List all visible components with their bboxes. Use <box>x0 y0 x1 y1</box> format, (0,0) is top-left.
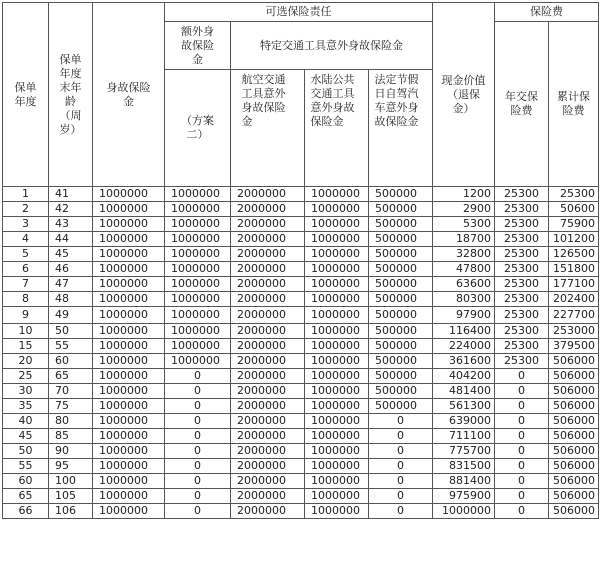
header-plan: （方案二） <box>165 70 231 187</box>
table-row <box>3 262 599 277</box>
table-row <box>3 247 599 262</box>
cell-cumulative-premium: 227700 <box>549 307 599 324</box>
cell-policy-year: 45 <box>3 429 49 444</box>
cell-age: 105 <box>49 489 93 504</box>
cell-cumulative-premium: 506000 <box>549 474 599 489</box>
header-cumulative-premium: 累计保险费 <box>549 22 599 187</box>
cell-cumulative-premium: 506000 <box>549 429 599 444</box>
cell-annual-premium: 25300 <box>495 232 549 247</box>
benefit-table <box>2 2 599 519</box>
cell-annual-premium: 0 <box>495 489 549 504</box>
cell-holiday-driving: 0 <box>369 459 433 474</box>
cell-cash-value: 63600 <box>433 277 495 292</box>
cell-cumulative-premium: 50600 <box>549 202 599 217</box>
cell-land-water-accident: 1000000 <box>305 354 369 369</box>
cell-air-accident: 2000000 <box>231 187 305 202</box>
cell-death-benefit: 1000000 <box>93 399 165 414</box>
cell-policy-year: 50 <box>3 444 49 459</box>
table-row <box>3 444 599 459</box>
cell-age: 49 <box>49 307 93 324</box>
cell-extra-death: 1000000 <box>165 307 231 324</box>
cell-air-accident: 2000000 <box>231 307 305 324</box>
cell-cash-value: 47800 <box>433 262 495 277</box>
cell-holiday-driving: 500000 <box>369 232 433 247</box>
cell-holiday-driving: 500000 <box>369 354 433 369</box>
cell-cumulative-premium: 151800 <box>549 262 599 277</box>
cell-cumulative-premium: 506000 <box>549 399 599 414</box>
table-row <box>3 277 599 292</box>
cell-cumulative-premium: 101200 <box>549 232 599 247</box>
cell-land-water-accident: 1000000 <box>305 414 369 429</box>
cell-death-benefit: 1000000 <box>93 277 165 292</box>
cell-annual-premium: 25300 <box>495 202 549 217</box>
cell-land-water-accident: 1000000 <box>305 307 369 324</box>
cell-cumulative-premium: 506000 <box>549 369 599 384</box>
cell-extra-death: 1000000 <box>165 187 231 202</box>
cell-age: 45 <box>49 247 93 262</box>
cell-land-water-accident: 1000000 <box>305 292 369 307</box>
cell-age: 50 <box>49 324 93 339</box>
cell-policy-year: 60 <box>3 474 49 489</box>
cell-cumulative-premium: 126500 <box>549 247 599 262</box>
cell-holiday-driving: 0 <box>369 474 433 489</box>
cell-death-benefit: 1000000 <box>93 429 165 444</box>
cell-cash-value: 639000 <box>433 414 495 429</box>
cell-holiday-driving: 500000 <box>369 399 433 414</box>
table-body <box>3 187 599 519</box>
cell-cumulative-premium: 379500 <box>549 339 599 354</box>
cell-age: 44 <box>49 232 93 247</box>
cell-age: 41 <box>49 187 93 202</box>
cell-land-water-accident: 1000000 <box>305 202 369 217</box>
cell-extra-death: 1000000 <box>165 262 231 277</box>
cell-age: 80 <box>49 414 93 429</box>
header-premium: 保险费 <box>495 3 599 22</box>
cell-land-water-accident: 1000000 <box>305 187 369 202</box>
cell-annual-premium: 0 <box>495 429 549 444</box>
header-death-benefit: 身故保险金 <box>93 3 165 187</box>
header-air-accident: 航空交通工具意外身故保险金 <box>231 70 305 187</box>
cell-annual-premium: 0 <box>495 399 549 414</box>
cell-cash-value: 18700 <box>433 232 495 247</box>
cell-policy-year: 55 <box>3 459 49 474</box>
cell-annual-premium: 25300 <box>495 307 549 324</box>
cell-annual-premium: 0 <box>495 474 549 489</box>
cell-air-accident: 2000000 <box>231 247 305 262</box>
header-land-water-accident: 水陆公共交通工具意外身故保险金 <box>305 70 369 187</box>
cell-policy-year: 10 <box>3 324 49 339</box>
cell-extra-death: 0 <box>165 474 231 489</box>
cell-age: 60 <box>49 354 93 369</box>
cell-cash-value: 975900 <box>433 489 495 504</box>
cell-air-accident: 2000000 <box>231 444 305 459</box>
cell-death-benefit: 1000000 <box>93 369 165 384</box>
cell-extra-death: 0 <box>165 384 231 399</box>
cell-cumulative-premium: 202400 <box>549 292 599 307</box>
cell-annual-premium: 25300 <box>495 217 549 232</box>
cell-policy-year: 66 <box>3 504 49 519</box>
cell-holiday-driving: 500000 <box>369 262 433 277</box>
cell-holiday-driving: 500000 <box>369 202 433 217</box>
cell-death-benefit: 1000000 <box>93 217 165 232</box>
cell-holiday-driving: 500000 <box>369 292 433 307</box>
cell-annual-premium: 25300 <box>495 262 549 277</box>
cell-air-accident: 2000000 <box>231 414 305 429</box>
cell-cash-value: 711100 <box>433 429 495 444</box>
cell-cash-value: 5300 <box>433 217 495 232</box>
cell-land-water-accident: 1000000 <box>305 489 369 504</box>
cell-holiday-driving: 500000 <box>369 247 433 262</box>
cell-holiday-driving: 0 <box>369 489 433 504</box>
cell-land-water-accident: 1000000 <box>305 232 369 247</box>
cell-policy-year: 5 <box>3 247 49 262</box>
cell-policy-year: 15 <box>3 339 49 354</box>
cell-death-benefit: 1000000 <box>93 414 165 429</box>
cell-cash-value: 116400 <box>433 324 495 339</box>
cell-land-water-accident: 1000000 <box>305 474 369 489</box>
cell-policy-year: 30 <box>3 384 49 399</box>
cell-land-water-accident: 1000000 <box>305 384 369 399</box>
cell-land-water-accident: 1000000 <box>305 217 369 232</box>
cell-extra-death: 1000000 <box>165 247 231 262</box>
cell-cash-value: 481400 <box>433 384 495 399</box>
cell-air-accident: 2000000 <box>231 262 305 277</box>
cell-policy-year: 25 <box>3 369 49 384</box>
cell-annual-premium: 25300 <box>495 292 549 307</box>
cell-policy-year: 6 <box>3 262 49 277</box>
cell-annual-premium: 25300 <box>495 324 549 339</box>
cell-holiday-driving: 500000 <box>369 187 433 202</box>
cell-land-water-accident: 1000000 <box>305 324 369 339</box>
header-age: 保单年度末年龄（周岁） <box>49 3 93 187</box>
cell-air-accident: 2000000 <box>231 339 305 354</box>
table-row <box>3 232 599 247</box>
cell-policy-year: 40 <box>3 414 49 429</box>
cell-death-benefit: 1000000 <box>93 187 165 202</box>
table-row <box>3 354 599 369</box>
cell-land-water-accident: 1000000 <box>305 277 369 292</box>
table-row <box>3 489 599 504</box>
header-traffic-group: 特定交通工具意外身故保险金 <box>231 22 433 70</box>
table-row <box>3 474 599 489</box>
cell-death-benefit: 1000000 <box>93 444 165 459</box>
cell-annual-premium: 0 <box>495 459 549 474</box>
cell-holiday-driving: 0 <box>369 414 433 429</box>
cell-land-water-accident: 1000000 <box>305 429 369 444</box>
cell-air-accident: 2000000 <box>231 277 305 292</box>
cell-policy-year: 35 <box>3 399 49 414</box>
cell-death-benefit: 1000000 <box>93 262 165 277</box>
cell-land-water-accident: 1000000 <box>305 444 369 459</box>
cell-cumulative-premium: 75900 <box>549 217 599 232</box>
cell-age: 55 <box>49 339 93 354</box>
table-row <box>3 369 599 384</box>
cell-air-accident: 2000000 <box>231 399 305 414</box>
cell-holiday-driving: 500000 <box>369 369 433 384</box>
cell-cumulative-premium: 506000 <box>549 504 599 519</box>
cell-air-accident: 2000000 <box>231 474 305 489</box>
cell-death-benefit: 1000000 <box>93 247 165 262</box>
cell-holiday-driving: 500000 <box>369 307 433 324</box>
cell-extra-death: 1000000 <box>165 354 231 369</box>
cell-death-benefit: 1000000 <box>93 202 165 217</box>
cell-policy-year: 9 <box>3 307 49 324</box>
table-row <box>3 217 599 232</box>
cell-annual-premium: 25300 <box>495 247 549 262</box>
cell-policy-year: 4 <box>3 232 49 247</box>
cell-extra-death: 0 <box>165 414 231 429</box>
cell-age: 46 <box>49 262 93 277</box>
cell-age: 95 <box>49 459 93 474</box>
cell-cash-value: 561300 <box>433 399 495 414</box>
table-row <box>3 292 599 307</box>
cell-land-water-accident: 1000000 <box>305 504 369 519</box>
cell-land-water-accident: 1000000 <box>305 369 369 384</box>
cell-land-water-accident: 1000000 <box>305 262 369 277</box>
cell-land-water-accident: 1000000 <box>305 247 369 262</box>
cell-extra-death: 1000000 <box>165 339 231 354</box>
cell-holiday-driving: 500000 <box>369 339 433 354</box>
cell-air-accident: 2000000 <box>231 384 305 399</box>
cell-cash-value: 2900 <box>433 202 495 217</box>
cell-air-accident: 2000000 <box>231 292 305 307</box>
cell-extra-death: 1000000 <box>165 217 231 232</box>
cell-air-accident: 2000000 <box>231 354 305 369</box>
cell-extra-death: 1000000 <box>165 292 231 307</box>
cell-age: 106 <box>49 504 93 519</box>
cell-air-accident: 2000000 <box>231 202 305 217</box>
cell-cumulative-premium: 506000 <box>549 444 599 459</box>
cell-extra-death: 0 <box>165 429 231 444</box>
cell-age: 75 <box>49 399 93 414</box>
cell-death-benefit: 1000000 <box>93 489 165 504</box>
table-row <box>3 384 599 399</box>
cell-extra-death: 0 <box>165 399 231 414</box>
cell-air-accident: 2000000 <box>231 217 305 232</box>
cell-death-benefit: 1000000 <box>93 474 165 489</box>
cell-extra-death: 1000000 <box>165 324 231 339</box>
cell-cash-value: 1200 <box>433 187 495 202</box>
cell-annual-premium: 0 <box>495 504 549 519</box>
cell-cash-value: 775700 <box>433 444 495 459</box>
cell-land-water-accident: 1000000 <box>305 459 369 474</box>
header-cash-value: 现金价值（退保金） <box>433 3 495 187</box>
cell-holiday-driving: 500000 <box>369 217 433 232</box>
cell-extra-death: 0 <box>165 504 231 519</box>
cell-age: 65 <box>49 369 93 384</box>
cell-age: 43 <box>49 217 93 232</box>
cell-policy-year: 1 <box>3 187 49 202</box>
cell-cash-value: 224000 <box>433 339 495 354</box>
cell-annual-premium: 0 <box>495 369 549 384</box>
cell-land-water-accident: 1000000 <box>305 399 369 414</box>
cell-annual-premium: 0 <box>495 384 549 399</box>
cell-air-accident: 2000000 <box>231 429 305 444</box>
table-row <box>3 459 599 474</box>
cell-policy-year: 2 <box>3 202 49 217</box>
cell-cumulative-premium: 506000 <box>549 459 599 474</box>
table-row <box>3 324 599 339</box>
cell-policy-year: 3 <box>3 217 49 232</box>
cell-age: 70 <box>49 384 93 399</box>
cell-cumulative-premium: 506000 <box>549 489 599 504</box>
cell-land-water-accident: 1000000 <box>305 339 369 354</box>
cell-death-benefit: 1000000 <box>93 292 165 307</box>
cell-death-benefit: 1000000 <box>93 339 165 354</box>
cell-extra-death: 1000000 <box>165 277 231 292</box>
cell-air-accident: 2000000 <box>231 489 305 504</box>
table-row <box>3 187 599 202</box>
cell-death-benefit: 1000000 <box>93 459 165 474</box>
cell-air-accident: 2000000 <box>231 504 305 519</box>
cell-cash-value: 80300 <box>433 292 495 307</box>
cell-cash-value: 831500 <box>433 459 495 474</box>
cell-holiday-driving: 0 <box>369 444 433 459</box>
cell-holiday-driving: 0 <box>369 504 433 519</box>
cell-age: 90 <box>49 444 93 459</box>
cell-holiday-driving: 500000 <box>369 277 433 292</box>
cell-age: 100 <box>49 474 93 489</box>
cell-cash-value: 404200 <box>433 369 495 384</box>
cell-extra-death: 0 <box>165 489 231 504</box>
cell-policy-year: 7 <box>3 277 49 292</box>
cell-age: 85 <box>49 429 93 444</box>
cell-age: 42 <box>49 202 93 217</box>
cell-death-benefit: 1000000 <box>93 354 165 369</box>
table-row <box>3 429 599 444</box>
table-row <box>3 307 599 324</box>
cell-air-accident: 2000000 <box>231 369 305 384</box>
header-optional-coverage: 可选保险责任 <box>165 3 433 22</box>
cell-cash-value: 97900 <box>433 307 495 324</box>
table-row <box>3 339 599 354</box>
cell-holiday-driving: 500000 <box>369 384 433 399</box>
cell-policy-year: 20 <box>3 354 49 369</box>
cell-annual-premium: 25300 <box>495 187 549 202</box>
cell-cumulative-premium: 177100 <box>549 277 599 292</box>
cell-annual-premium: 25300 <box>495 339 549 354</box>
header-extra-death: 额外身故保险金 <box>165 22 231 70</box>
cell-air-accident: 2000000 <box>231 459 305 474</box>
cell-age: 48 <box>49 292 93 307</box>
cell-air-accident: 2000000 <box>231 324 305 339</box>
cell-cumulative-premium: 506000 <box>549 414 599 429</box>
cell-extra-death: 0 <box>165 444 231 459</box>
cell-policy-year: 65 <box>3 489 49 504</box>
cell-death-benefit: 1000000 <box>93 307 165 324</box>
table-row <box>3 202 599 217</box>
cell-annual-premium: 25300 <box>495 354 549 369</box>
table-row <box>3 399 599 414</box>
cell-cash-value: 881400 <box>433 474 495 489</box>
cell-holiday-driving: 0 <box>369 429 433 444</box>
cell-death-benefit: 1000000 <box>93 384 165 399</box>
cell-cash-value: 1000000 <box>433 504 495 519</box>
cell-extra-death: 1000000 <box>165 232 231 247</box>
header-policy-year: 保单年度 <box>3 3 49 187</box>
cell-annual-premium: 0 <box>495 414 549 429</box>
cell-death-benefit: 1000000 <box>93 504 165 519</box>
header-annual-premium: 年交保险费 <box>495 22 549 187</box>
cell-annual-premium: 25300 <box>495 277 549 292</box>
cell-cumulative-premium: 506000 <box>549 384 599 399</box>
cell-death-benefit: 1000000 <box>93 324 165 339</box>
header-holiday-driving: 法定节假日自驾汽车意外身故保险金 <box>369 70 433 187</box>
cell-annual-premium: 0 <box>495 444 549 459</box>
cell-extra-death: 1000000 <box>165 202 231 217</box>
cell-age: 47 <box>49 277 93 292</box>
cell-cumulative-premium: 253000 <box>549 324 599 339</box>
cell-air-accident: 2000000 <box>231 232 305 247</box>
cell-cash-value: 361600 <box>433 354 495 369</box>
table-row <box>3 414 599 429</box>
cell-extra-death: 0 <box>165 459 231 474</box>
cell-death-benefit: 1000000 <box>93 232 165 247</box>
cell-policy-year: 8 <box>3 292 49 307</box>
table-row <box>3 504 599 519</box>
cell-cumulative-premium: 506000 <box>549 354 599 369</box>
cell-holiday-driving: 500000 <box>369 324 433 339</box>
cell-cumulative-premium: 25300 <box>549 187 599 202</box>
cell-extra-death: 0 <box>165 369 231 384</box>
cell-cash-value: 32800 <box>433 247 495 262</box>
